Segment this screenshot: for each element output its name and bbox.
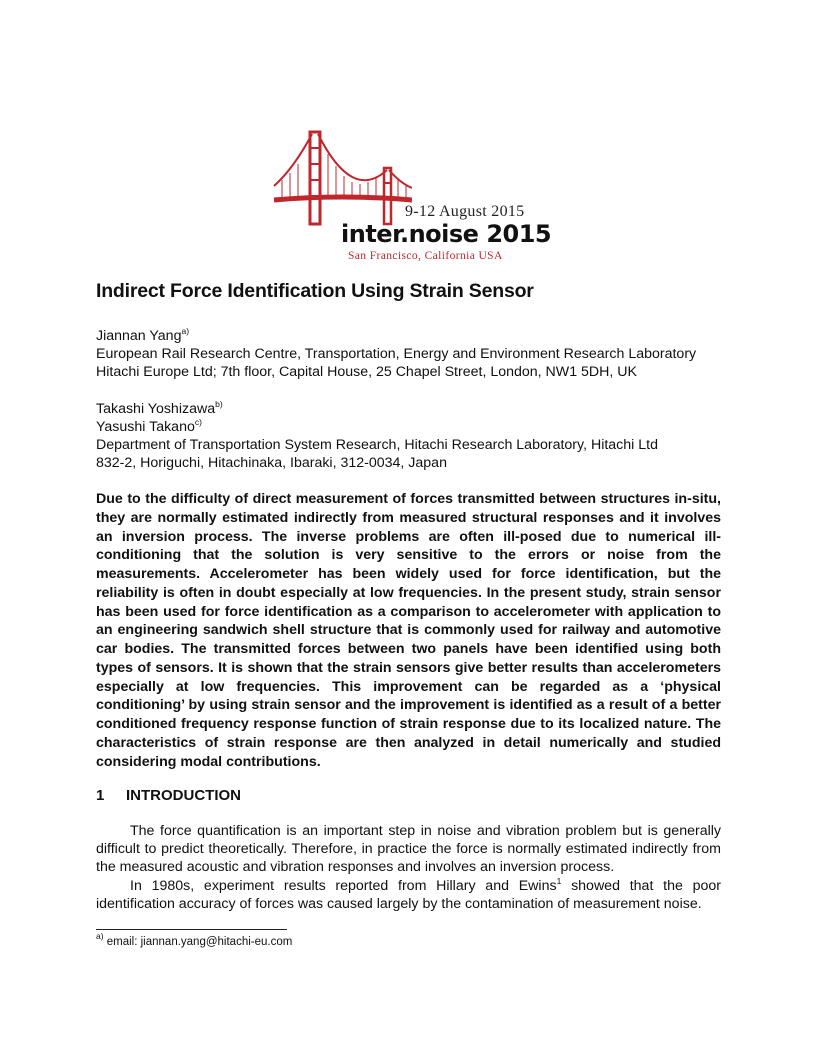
abstract-text: Due to the difficulty of direct measurement of forces transmitted between structures in-situ, they are normally estimated indirectly from measured structural responses and it involves an inversion process. The inverse problems are often ill-posed due to numerical ill-conditioning that the solution is very sensitive to the errors or noise from the measurements. Accelerometer has been widely used for force identification, but the reliability is often in doubt especially at low frequencies. In the present study, strain sensor has been used for force identification as a comparison to accelerometer with application to an engineering sandwich shell structure that is commonly used for railway and automotive car bodies. The transmitted forces between two panels have been identified using both types of sensors. It is shown that the strain sensors give better results than accelerometers especially at low frequencies. This improvement can be regarded as a ‘physical conditioning’ by using strain sensor and the improvement is identified as a result of a better conditioned frequency response function of strain response due to its localized nature. The characteristics of strain response are then analyzed in detail numerically and studied considering modal contributions. <box>96 491 721 770</box>
abstract <box>96 490 721 771</box>
golden-gate-bridge-logo-icon <box>272 128 412 228</box>
footnote-rule <box>96 929 287 930</box>
author-block-2 <box>96 400 658 472</box>
footnote-mark: a) <box>96 931 104 941</box>
author-block-1 <box>96 327 696 381</box>
affiliation-line: Department of Transportation System Research, Hitachi Research Laboratory, Hitachi Ltd <box>96 437 658 453</box>
conference-location: San Francisco, California USA <box>348 250 503 262</box>
author-mark: b) <box>215 399 223 409</box>
author-mark: c) <box>194 417 202 427</box>
author-name: Takashi Yoshizawa <box>96 401 216 417</box>
paragraph-text: In 1980s, experiment results reported from Hillary and Ewins <box>130 877 557 894</box>
conference-logo <box>272 128 552 268</box>
affiliation-line: European Rail Research Centre, Transportation, Energy and Environment Research Laboratory <box>96 346 697 362</box>
affiliation-line: 832-2, Horiguchi, Hitachinaka, Ibaraki, 312-0034, Japan <box>96 455 447 471</box>
affiliation-line: Hitachi Europe Ltd; 7th floor, Capital House, 25 Chapel Street, London, NW1 5DH, UK <box>96 364 637 380</box>
paper-title: Indirect Force Identification Using Strain Sensor <box>96 280 534 302</box>
author-name: Jiannan Yang <box>96 328 182 344</box>
body-text <box>96 822 721 913</box>
footnote-text: email: jiannan.yang@hitachi-eu.com <box>103 936 293 948</box>
paragraph-text: showed that the poor identification accuracy of forces was caused largely by the contamination of measurement noise. <box>96 877 722 912</box>
author-mark: a) <box>181 326 190 336</box>
section-number: 1 <box>96 787 105 804</box>
paragraph: The force quantification is an important step in noise and vibration problem but is generally difficult to predict theoretically. Therefore, in practice the force is normally estimated indirectly from the measured acoustic and vibration responses and involves an inversion process. <box>96 823 721 876</box>
section-title: INTRODUCTION <box>126 787 241 804</box>
conference-date: 9-12 August 2015 <box>405 203 525 220</box>
citation-ref: 1 <box>556 875 562 886</box>
footnote <box>96 931 293 948</box>
conference-name: inter.noise 2015 <box>341 220 552 248</box>
author-name: Yasushi Takano <box>96 419 195 435</box>
paragraph <box>96 877 721 913</box>
section-heading <box>96 787 241 804</box>
